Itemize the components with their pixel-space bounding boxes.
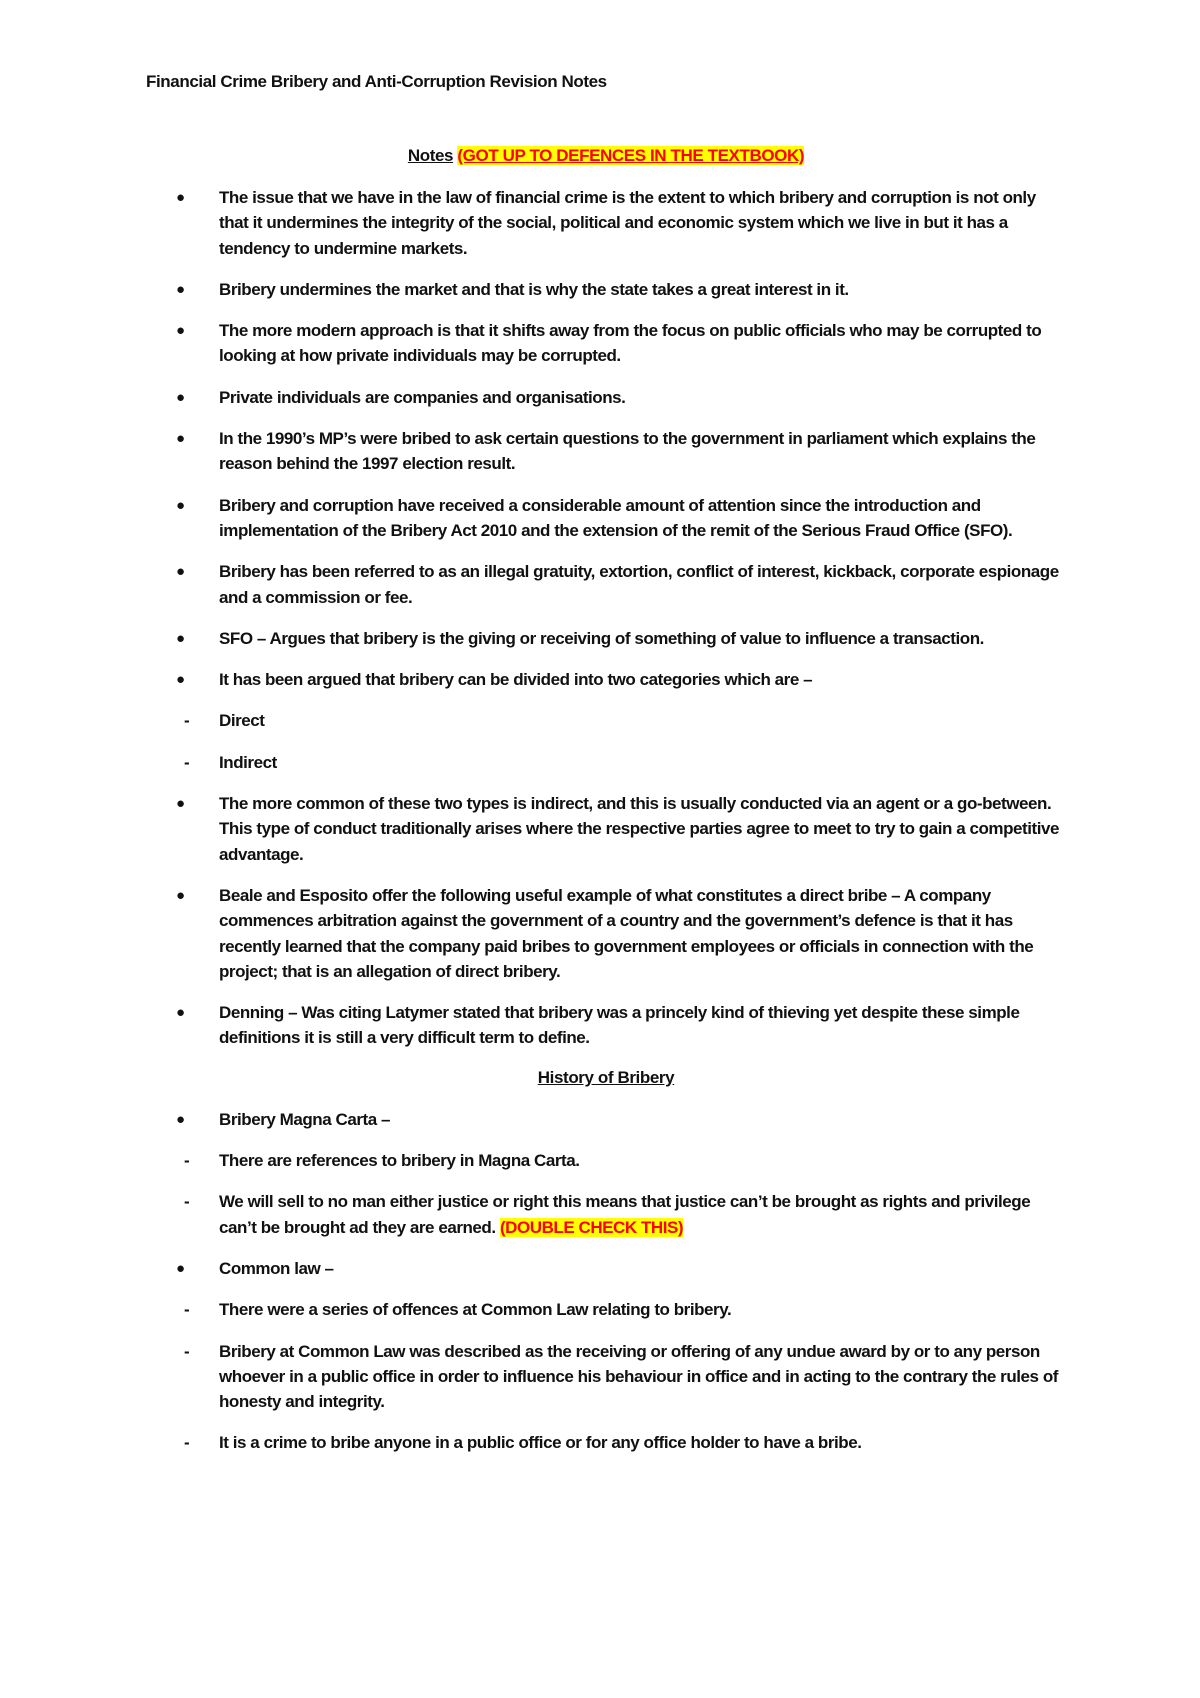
document-body <box>146 145 1066 1472</box>
dash-icon: - <box>184 711 190 731</box>
item-text: We will sell to no man either justice or right this means that justice can’t be brought as rights and privilege can’t be brought ad they are earned. <box>219 1192 1031 1237</box>
item-text: Direct <box>219 711 265 731</box>
bullet-item <box>146 426 1069 477</box>
bullet-icon: ● <box>176 1259 185 1277</box>
dash-item <box>146 1297 1069 1322</box>
item-text: The issue that we have in the law of financial crime is the extent to which bribery and corruption is not only that it undermines the integrity of the social, political and economic system which we live in but it has a tendency to undermine markets. <box>219 188 1036 258</box>
dash-item <box>146 1148 1069 1173</box>
dash-item <box>146 1189 1069 1240</box>
item-text: Bribery at Common Law was described as the receiving or offering of any undue award by or to any person whoever in a public office in order to influence his behaviour in office and in acting to the contrary the rules of honesty and integrity. <box>219 1341 1058 1412</box>
item-text: Denning – Was citing Latymer stated that bribery was a princely kind of thieving yet despite these simple definitions it is still a very difficult term to define. <box>219 1003 1020 1048</box>
item-text: Common law – <box>219 1258 334 1278</box>
bullet-item <box>146 667 1069 692</box>
item-text: It has been argued that bribery can be divided into two categories which are – <box>219 670 813 690</box>
bullet-icon: ● <box>176 189 185 206</box>
item-text: There are references to bribery in Magna Carta. <box>219 1151 580 1171</box>
item-text: In the 1990’s MP’s were bribed to ask certain questions to the government in parliament which explains the reason behind the 1997 election result. <box>219 429 1036 474</box>
dash-item <box>146 708 1069 733</box>
bullet-item <box>146 1000 1069 1051</box>
bullet-icon: ● <box>176 280 185 298</box>
item-text: The more modern approach is that it shifts away from the focus on public officials who may be corrupted to looking at how private individuals may be corrupted. <box>219 321 1042 366</box>
section-highlight-note: (GOT UP TO DEFENCES IN THE TEXTBOOK) <box>457 146 805 165</box>
bullet-icon: ● <box>176 886 185 904</box>
bullet-item <box>146 1107 1069 1132</box>
item-text: Indirect <box>219 752 277 772</box>
section-heading <box>146 145 1066 167</box>
bullet-icon: ● <box>176 388 185 406</box>
bullet-icon: ● <box>176 430 185 448</box>
bullet-item <box>146 791 1069 867</box>
item-text: Beale and Esposito offer the following useful example of what constitutes a direct bribe – A company commences arbitration against the government of a country and the government’s defence is that it has recently learned that the company paid bribes to government employees or officials in connection with the project; that is an allegation of direct bribery. <box>219 885 1034 981</box>
bullet-item <box>146 559 1069 610</box>
item-text: The more common of these two types is indirect, and this is usually conducted via an agent or a go-between. This type of conduct traditionally arises where the respective parties agree to meet to try to gain a competitive advantage. <box>219 794 1060 864</box>
bullet-icon: ● <box>176 496 185 514</box>
item-text: Bribery undermines the market and that is why the state takes a great interest in it. <box>219 279 849 299</box>
bullet-item <box>146 185 1069 261</box>
dash-item <box>146 1339 1069 1415</box>
dash-icon: - <box>184 1300 190 1320</box>
bullet-item <box>146 277 1069 302</box>
bullet-icon: ● <box>176 671 185 689</box>
bullet-item <box>146 493 1069 544</box>
document-header: Financial Crime Bribery and Anti-Corruption Revision Notes <box>146 72 607 91</box>
bullet-item <box>146 385 1069 410</box>
bullet-item <box>146 318 1069 369</box>
section-heading <box>146 1067 1066 1089</box>
item-text: It is a crime to bribe anyone in a public office or for any office holder to have a bribe. <box>219 1433 862 1453</box>
dash-icon: - <box>184 1433 190 1453</box>
highlight-note: (DOUBLE CHECK THIS) <box>499 1217 684 1237</box>
dash-icon: - <box>184 752 190 772</box>
bullet-icon: ● <box>176 795 185 813</box>
bullet-icon: ● <box>176 629 185 647</box>
item-text: There were a series of offences at Common Law relating to bribery. <box>219 1300 732 1320</box>
bullet-item <box>146 1256 1069 1281</box>
item-text: Private individuals are companies and organisations. <box>219 387 626 407</box>
item-text: Bribery Magna Carta – <box>219 1109 391 1129</box>
dash-icon: - <box>184 1151 190 1171</box>
section-heading-text: History of Bribery <box>537 1067 675 1087</box>
bullet-icon: ● <box>176 322 185 340</box>
item-text: Bribery has been referred to as an illegal gratuity, extortion, conflict of interest, kickback, corporate espionage and a commission or fee. <box>219 562 1059 607</box>
bullet-icon: ● <box>176 563 185 581</box>
dash-icon: - <box>184 1341 190 1361</box>
bullet-item <box>146 883 1069 984</box>
dash-icon: - <box>184 1192 190 1212</box>
dash-item <box>146 1430 1069 1455</box>
section-heading-text: Notes <box>407 146 454 165</box>
dash-item <box>146 750 1069 775</box>
bullet-icon: ● <box>176 1004 185 1022</box>
item-text: SFO – Argues that bribery is the giving or receiving of something of value to influence a transaction. <box>219 628 984 648</box>
item-text: Bribery and corruption have received a considerable amount of attention since the introduction and implementation of the Bribery Act 2010 and the extension of the remit of the Serious Fraud Office (SFO). <box>219 495 1013 540</box>
bullet-icon: ● <box>176 1110 185 1128</box>
bullet-item <box>146 626 1069 651</box>
